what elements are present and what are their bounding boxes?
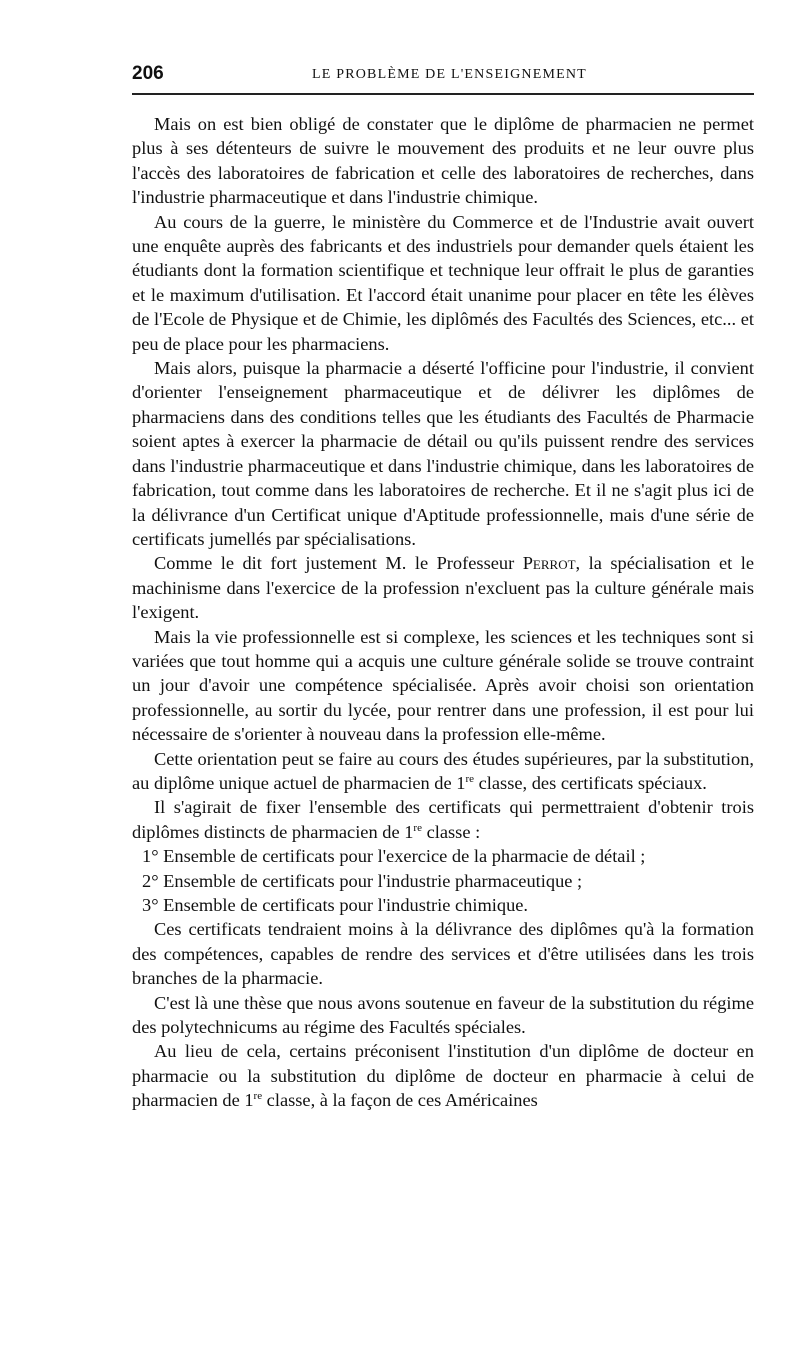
page-header [132,62,754,88]
paragraph [132,747,754,796]
paragraph [132,1039,754,1112]
paragraph [132,551,754,624]
paragraph [132,795,754,844]
paragraph-text: Comme le dit fort justement M. le Professeur [154,553,523,574]
running-title: LE PROBLÈME DE L'ENSEIGNEMENT [312,67,587,82]
paragraph: Ces certificats tendraient moins à la délivrance des diplômes qu'à la formation des compétences, capables de rendre des services et d'être utilisées dans les trois branches de la pharmacie. [132,919,754,989]
paragraph: Mais la vie professionnelle est si complexe, les sciences et les techniques sont si variées que tout homme qui a acquis une culture générale solide se trouve contraint un jour d'avoir une compétence spécialisée. Après avoir choisi son orientation professionnelle, au sortir du lycée, pour rentrer dans une profession, il est pour lui nécessaire de s'orienter à nouveau dans la profession elle-même. [132,626,754,745]
paragraph: Mais alors, puisque la pharmacie a déserté l'officine pour l'industrie, il convient d'orienter l'enseignement pharmaceutique et de délivrer les diplômes de pharmaciens dans des conditions telles que les étudiants des Facultés de Pharmacie soient aptes à exercer la pharmacie de détail ou qu'ils puissent rendre des services dans l'industrie pharmaceutique et dans l'industrie chimique, dans les laboratoires de fabrication, tout comme dans les laboratoires de recherche. Et il ne s'agit plus ici de la délivrance d'un Certificat unique d'Aptitude professionnelle, mais d'une série de certificats jumellés par spécialisations. [132,358,754,549]
paragraph-text: classe, des certificats spéciaux. [474,772,707,793]
page-number: 206 [132,63,164,84]
superscript: re [413,821,422,834]
paragraph: C'est là une thèse que nous avons soutenue en faveur de la substitution du régime des polytechnicums au régime des Facultés spéciales. [132,992,754,1038]
paragraph: Au cours de la guerre, le ministère du Commerce et de l'Industrie avait ouvert une enquête auprès des fabricants et des industriels pour demander quels étaient les étudiants dont la formation scientifique et technique leur offrait le plus de garanties et le maximum d'utilisation. Et l'accord était unanime pour placer en tête les élèves de l'Ecole de Physique et de Chimie, les diplômés des Facultés des Sciences, etc... et peu de place pour les pharmaciens. [132,211,754,354]
page-body [132,112,754,1113]
paragraph-text: classe : [421,821,481,842]
list-item: 1° Ensemble de certificats pour l'exercice de la pharmacie de détail ; [142,846,646,867]
superscript: re [253,1090,263,1103]
list-item: 3° Ensemble de certificats pour l'industrie chimique. [142,895,529,915]
list-item: 2° Ensemble de certificats pour l'industrie pharmaceutique ; [142,870,583,891]
paragraph-text: Au lieu de cela, certains préconisent l'institution d'un diplôme de docteur en pharmacie ou la substitution du diplôme de docteur en pharmacie à celui de pharmacien de 1 [132,1041,754,1111]
paragraph: Mais on est bien obligé de constater que le diplôme de pharmacien ne permet plus à ses détenteurs de suivre le mouvement des produits et ne leur ouvre plus l'accès des laboratoires de fabrication et celle des laboratoires de recherches, dans l'industrie pharmaceutique et dans l'industrie chimique. [132,114,754,208]
paragraph-text: classe, à la façon de ces Américaines [262,1090,538,1111]
paragraph-text: Cette orientation peut se faire au cours des études supérieures, par la substitution, au diplôme unique actuel de pharmacien de 1 [132,748,754,793]
paragraph-text: , la spécialisation et le machinisme dans l'exercice de la profession n'excluent pas la culture générale mais l'exigent. [132,553,754,623]
header-rule [132,93,754,95]
author-name: Perrot [522,553,576,574]
paragraph-text: Il s'agirait de fixer l'ensemble des certificats qui permettraient d'obtenir trois diplômes distincts de pharmacien de 1 [132,797,754,842]
superscript: re [465,772,475,785]
